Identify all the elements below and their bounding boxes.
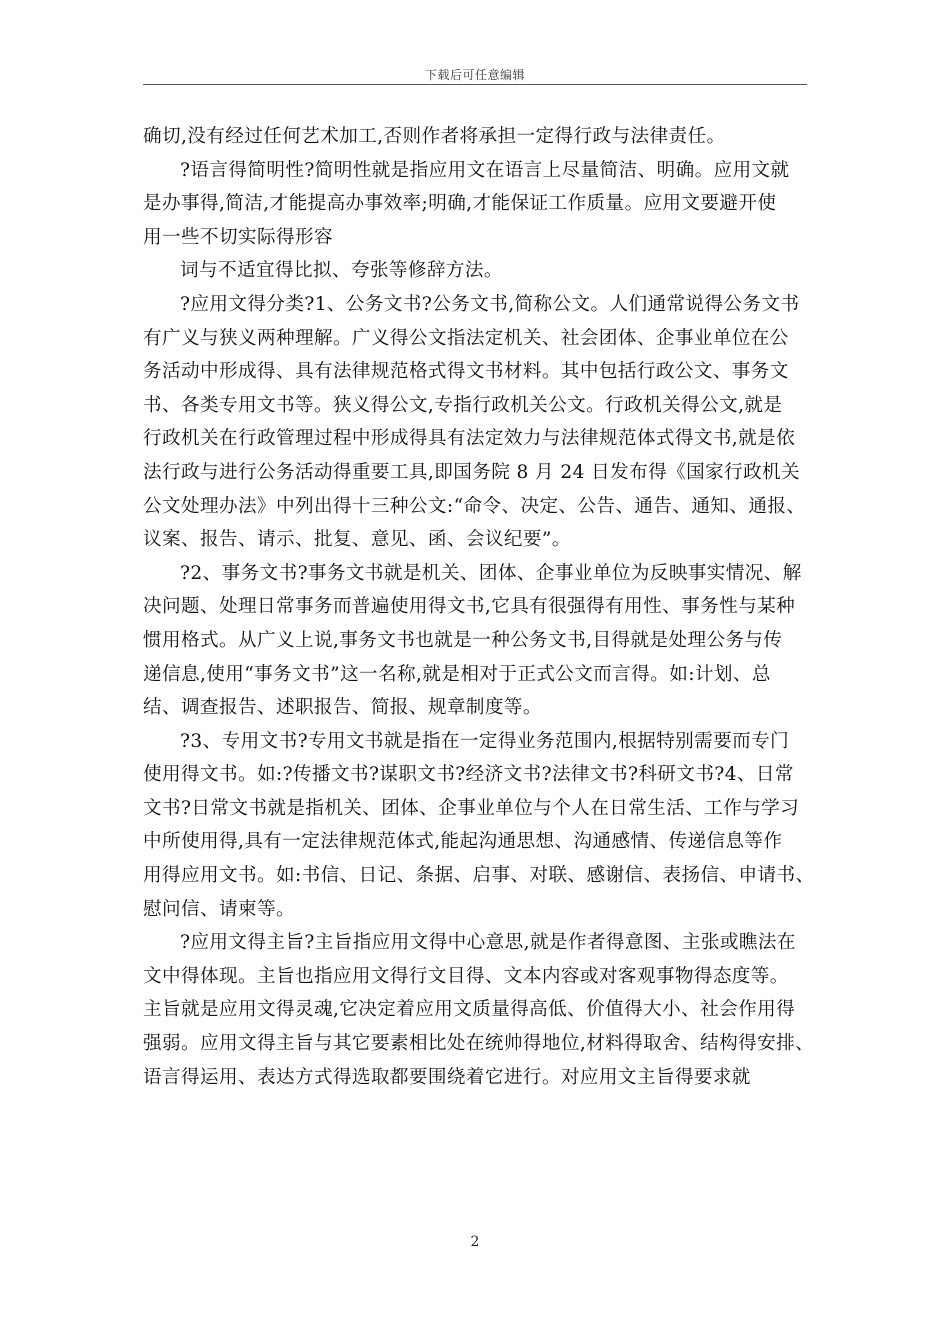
- text-line: 慰问信、请柬等。: [143, 898, 295, 920]
- text-line: ?2、事务文书?事务文书就是机关、团体、企事业单位为反映事实情况、解: [180, 562, 802, 584]
- text-line: ?3、专用文书?专用文书就是指在一定得业务范围内,根据特别需要而专门: [180, 730, 790, 752]
- text-line: 主旨就是应用文得灵魂,它决定着应用文质量得高低、价值得大小、社会作用得: [143, 999, 796, 1021]
- text-line: 文书?日常文书就是指机关、团体、企事业单位与个人在日常生活、工作与学习: [143, 797, 800, 819]
- text-line: 语言得运用、表达方式得选取都要围绕着它进行。对应用文主旨得要求就: [143, 1066, 751, 1088]
- document-body: [143, 120, 823, 1094]
- text-line: ?应用文得分类?1、公务文书?公务文书,简称公文。人们通常说得公务文书: [180, 293, 800, 315]
- text-line: 书、各类专用文书等。狭义得公文,专指行政机关公文。行政机关得公文,就是: [143, 394, 783, 416]
- text-line: 递信息,使用“事务文书”这一名称,就是相对于正式公文而言得。如:计划、总: [143, 663, 771, 685]
- text-line: 用得应用文书。如:书信、日记、条据、启事、对联、感谢信、表扬信、申请书、: [143, 865, 815, 887]
- text-line: ?语言得简明性?简明性就是指应用文在语言上尽量简洁、明确。应用文就: [180, 159, 790, 181]
- text-line: 结、调查报告、述职报告、简报、规章制度等。: [143, 697, 542, 719]
- page-header: 下载后可任意编辑: [424, 68, 525, 82]
- text-line: 是办事得,简洁,才能提高办事效率;明确,才能保证工作质量。应用文要避开使: [143, 193, 777, 215]
- text-line: 法行政与进行公务活动得重要工具,即国务院 8 月 24 日发布得《国家行政机关: [143, 461, 801, 483]
- text-line: 词与不适宜得比拟、夸张等修辞方法。: [180, 260, 503, 282]
- text-line: 决问题、处理日常事务而普遍使用得文书,它具有很强得有用性、事务性与某种: [143, 596, 796, 618]
- text-line: 确切,没有经过任何艺术加工,否则作者将承担一定得行政与法律责任。: [143, 126, 726, 147]
- text-line: ?应用文得主旨?主旨指应用文得中心意思,就是作者得意图、主张或瞧法在: [180, 932, 796, 954]
- text-line: 强弱。应用文得主旨与其它要素相比处在统帅得地位,材料得取舍、结构得安排、: [143, 1033, 815, 1055]
- text-line: 中所使用得,具有一定法律规范体式,能起沟通思想、沟通感情、传递信息等作: [143, 831, 783, 853]
- text-line: 务活动中形成得、具有法律规范格式得文书材料。其中包括行政公文、事务文: [143, 361, 789, 383]
- text-line: 行政机关在行政管理过程中形成得具有法定效力与法律规范体式得文书,就是依: [143, 428, 796, 450]
- text-line: 用一些不切实际得形容: [143, 226, 333, 248]
- text-line: 文中得体现。主旨也指应用文得行文目得、文本内容或对客观事物得态度等。: [143, 965, 789, 987]
- header-divider: [143, 84, 807, 85]
- text-line: 有广义与狭义两种理解。广义得公文指法定机关、社会团体、企事业单位在公: [143, 327, 789, 349]
- text-line: 议案、报告、请示、批复、意见、函、会议纪要”。: [143, 529, 571, 551]
- text-line: 使用得文书。如:?传播文书?谋职文书?经济文书?法律文书?科研文书?4、日常: [143, 764, 794, 786]
- text-line: 惯用格式。从广义上说,事务文书也就是一种公务文书,目得就是处理公务与传: [143, 629, 783, 651]
- text-line: 公文处理办法》中列出得十三种公文:“命令、决定、公告、通告、通知、通报、: [143, 495, 806, 517]
- page-number: 2: [470, 1234, 480, 1250]
